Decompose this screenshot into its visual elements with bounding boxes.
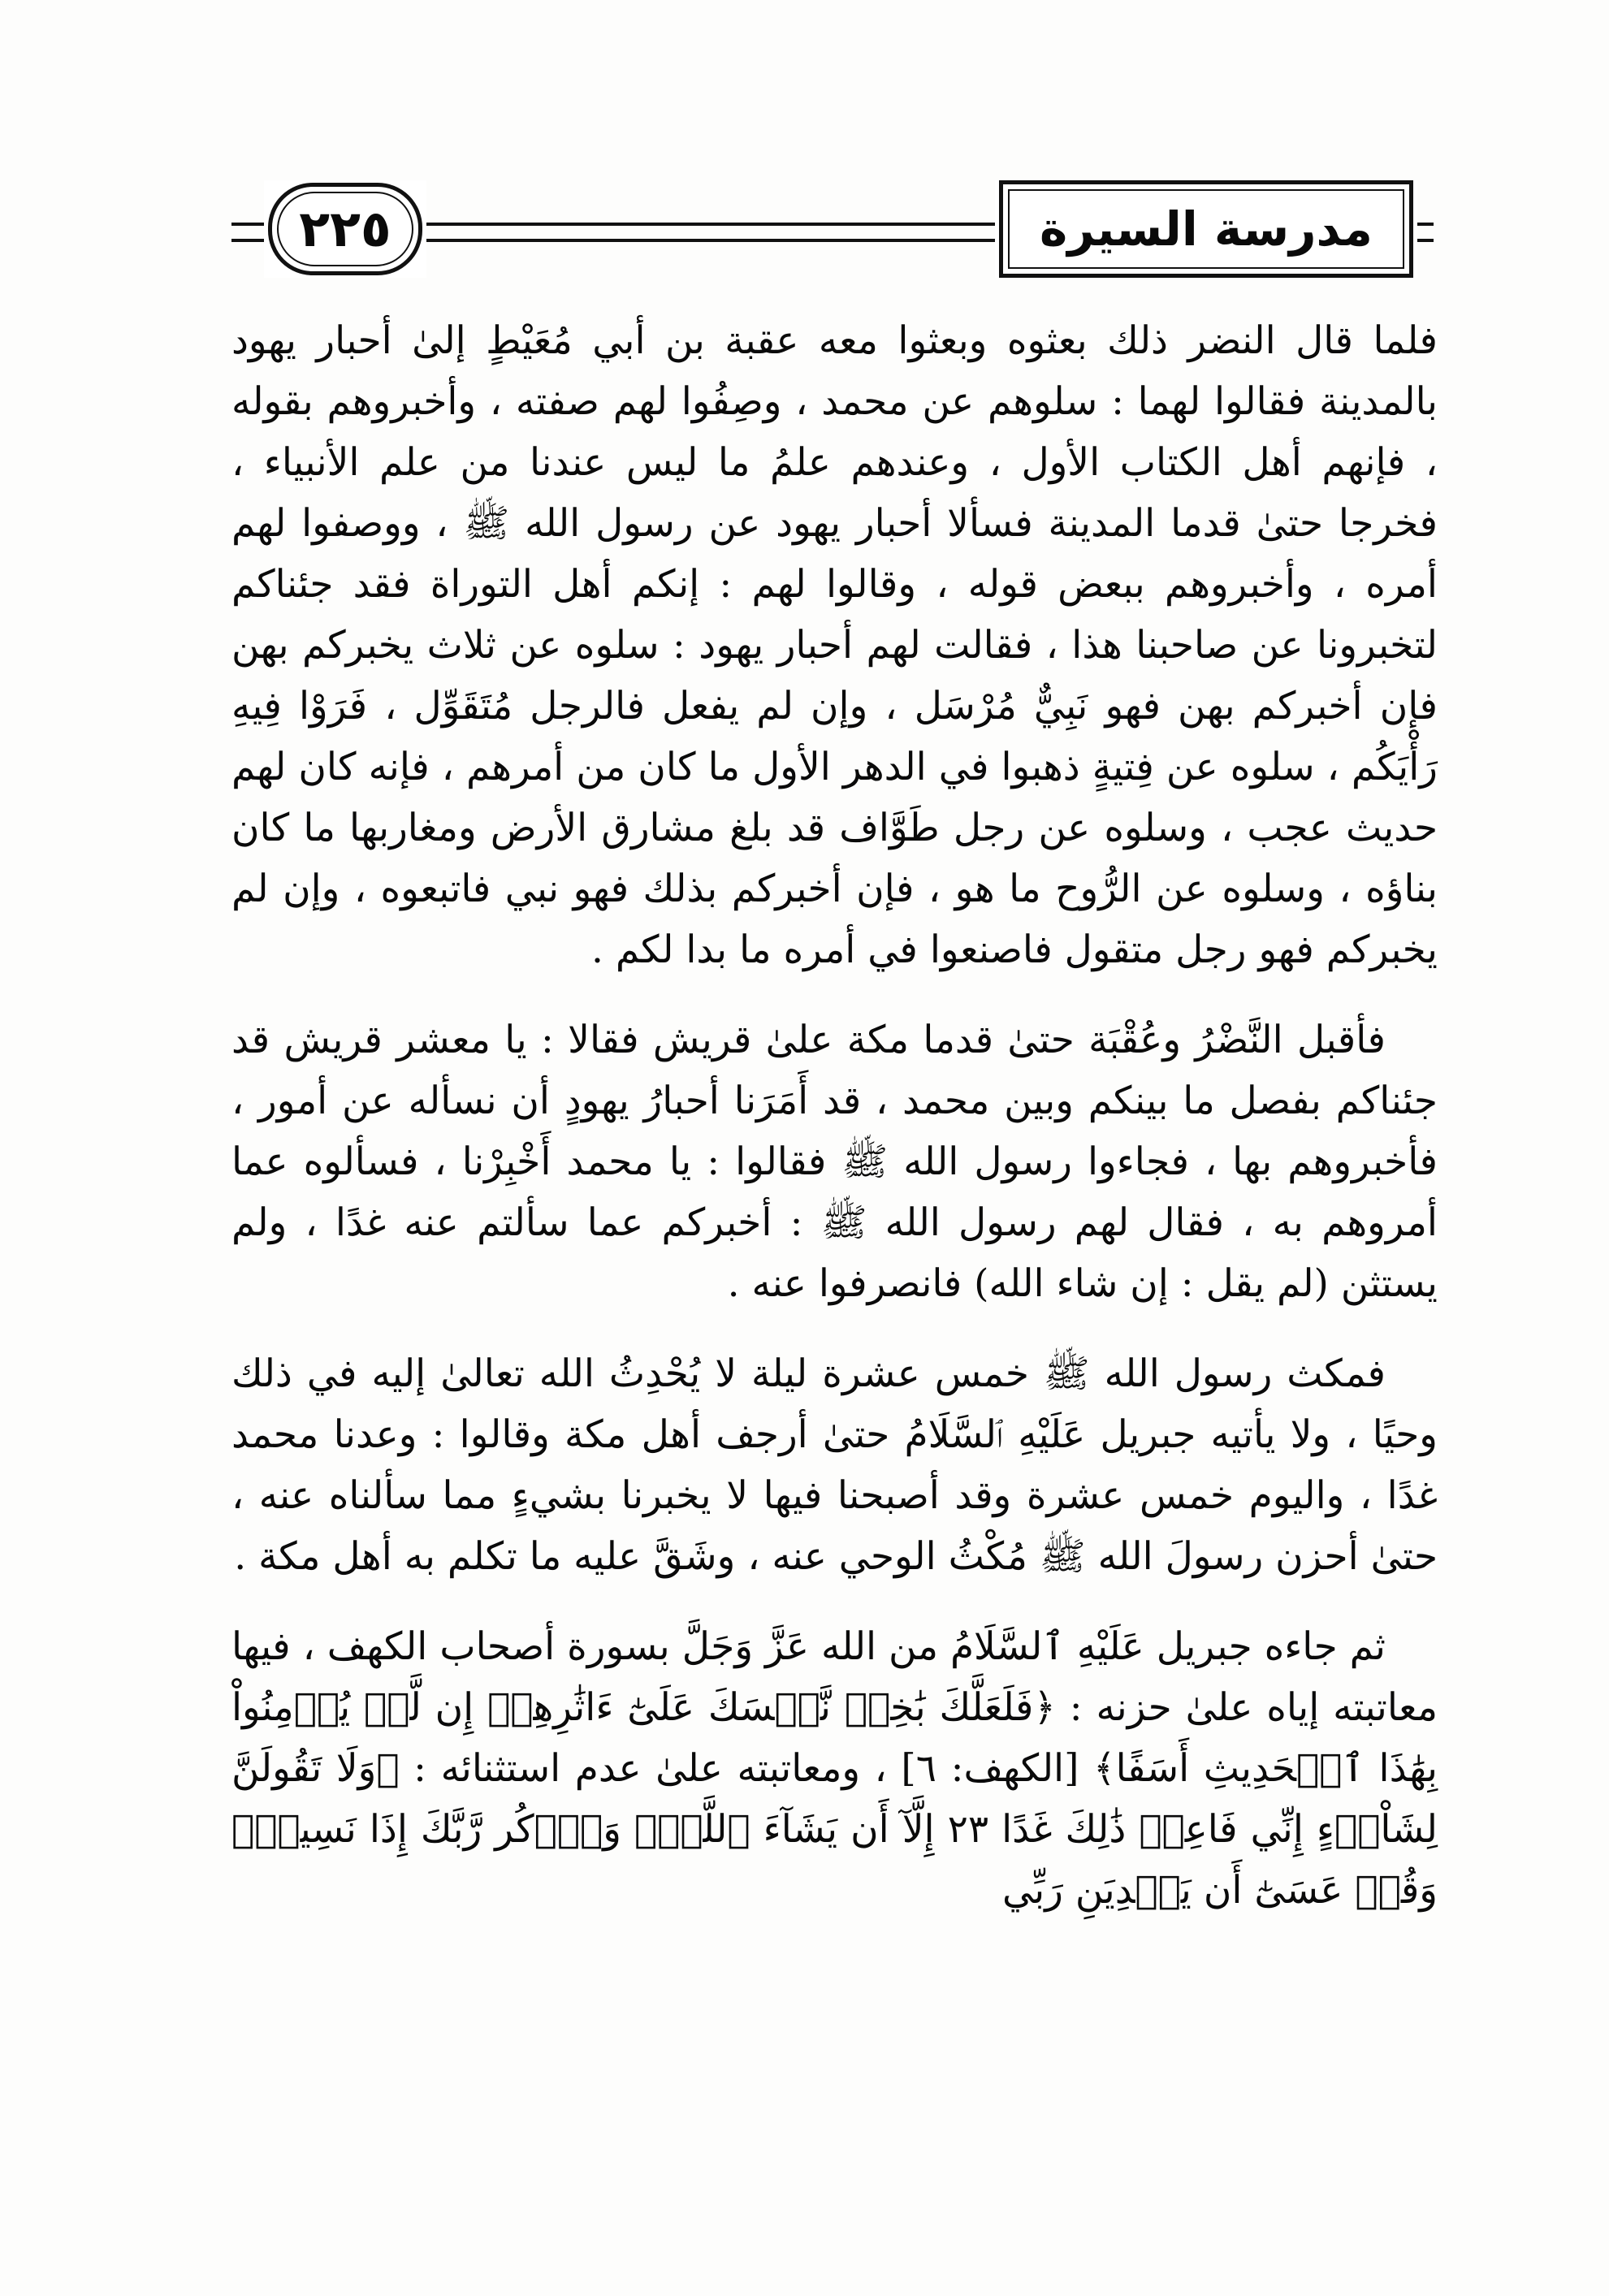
- paragraph: فمكث رسول الله ﷺ خمس عشرة ليلة لا يُحْدِثُ الله تعالىٰ إليه في ذلك وحيًا ، ولا يأتيه جبريل عَلَيْهِ ٱلسَّلَامُ حتىٰ أرجف أهل مكة وقالوا : وعدنا محمد غدًا ، واليوم خمس عشرة وقد أصبحنا فيها لا يخبرنا بشيءٍ مما سألناه عنه ، حتىٰ أحزن رسولَ الله ﷺ مُكْثُ الوحي عنه ، وشَقَّ عليه ما تكلم به أهل مكة .: [231, 1351, 1438, 1579]
- paragraph: فلما قال النضر ذلك بعثوه وبعثوا معه عقبة بن أبي مُعَيْطٍ إلىٰ أحبار يهود بالمدينة فقالوا لهما : سلوهم عن محمد ، وصِفُوا لهم صفته ، وأخبروهم بقوله ، فإنهم أهل الكتاب الأول ، وعندهم علمُ ما ليس عندنا من علم الأنبياء ، فخرجا حتىٰ قدما المدينة فسألا أحبار يهود عن رسول الله ﷺ ، ووصفوا لهم أمره ، وأخبروهم ببعض قوله ، وقالوا لهم : إنكم أهل التوراة فقد جئناكم لتخبرونا عن صاحبنا هذا ، فقالت لهم أحبار يهود : سلوه عن ثلاث يخبركم بهن فإن أخبركم بهن فهو نَبِيٌّ مُرْسَل ، وإن لم يفعل فالرجل مُتَقَوِّل ، فَرَوْا فِيهِ رَأْيَكُم ، سلوه عن فِتيةٍ ذهبوا في الدهر الأول ما كان من أمرهم ، فإنه كان لهم حديث عجب ، وسلوه عن رجل طَوَّاف قد بلغ مشارق الأرض ومغاربها ما كان بناؤه ، وسلوه عن الرُّوح ما هو ، فإن أخبركم بذلك فهو نبي فاتبعوه ، وإن لم يخبركم فهو رجل متقول فاصنعوا في أمره ما بدا لكم .: [231, 318, 1438, 972]
- book-title: مدرسة السيرة: [1040, 201, 1373, 257]
- paragraph: ثم جاءه جبريل عَلَيْهِ ٱلسَّلَامُ من الله عَزَّ وَجَلَّ بسورة أصحاب الكهف ، فيها معاتبته إياه علىٰ حزنه : ﴿فَلَعَلَّكَ بَٰخِعٞ نَّفۡسَكَ عَلَىٰٓ ءَاثَٰرِهِمۡ إِن لَّمۡ يُؤۡمِنُواْ بِهَٰذَا ٱلۡحَدِيثِ أَسَفًا﴾ [الكهف: ٦] ، ومعاتبته علىٰ عدم استثنائه : ﴿وَلَا تَقُولَنَّ لِشَاْيۡءٍ إِنِّي فَاعِلٞ ذَٰلِكَ غَدًا ٢٣ إِلَّآ أَن يَشَآءَ ٱللَّهُۚ وَٱذۡكُر رَّبَّكَ إِذَا نَسِيتَۚ وَقُلۡ عَسَىٰٓ أَن يَهۡدِيَنِ رَبِّي: [231, 1624, 1438, 1913]
- page-number-frame: [268, 183, 422, 275]
- page-header: [231, 180, 1434, 278]
- book-title-cartouche: [995, 180, 1417, 278]
- page-number-badge: [264, 180, 426, 278]
- page-body: [231, 310, 1438, 1950]
- paragraph: فأقبل النَّضْرُ وعُقْبَة حتىٰ قدما مكة علىٰ قريش فقالا : يا معشر قريش قد جئناكم بفصل ما بينكم وبين محمد ، قد أَمَرَنا أحبارُ يهودٍ أن نسأله عن أمور ، فأخبروهم بها ، فجاءوا رسول الله ﷺ فقالوا : يا محمد أَخْبِرْنا ، فسألوه عما أمروهم به ، فقال لهم رسول الله ﷺ : أخبركم عما سألتم عنه غدًا ، ولم يستثن (لم يقل : إن شاء الله) فانصرفوا عنه .: [231, 1018, 1438, 1306]
- page-number: ٢٢٥: [299, 199, 391, 258]
- book-title-frame: [999, 180, 1413, 278]
